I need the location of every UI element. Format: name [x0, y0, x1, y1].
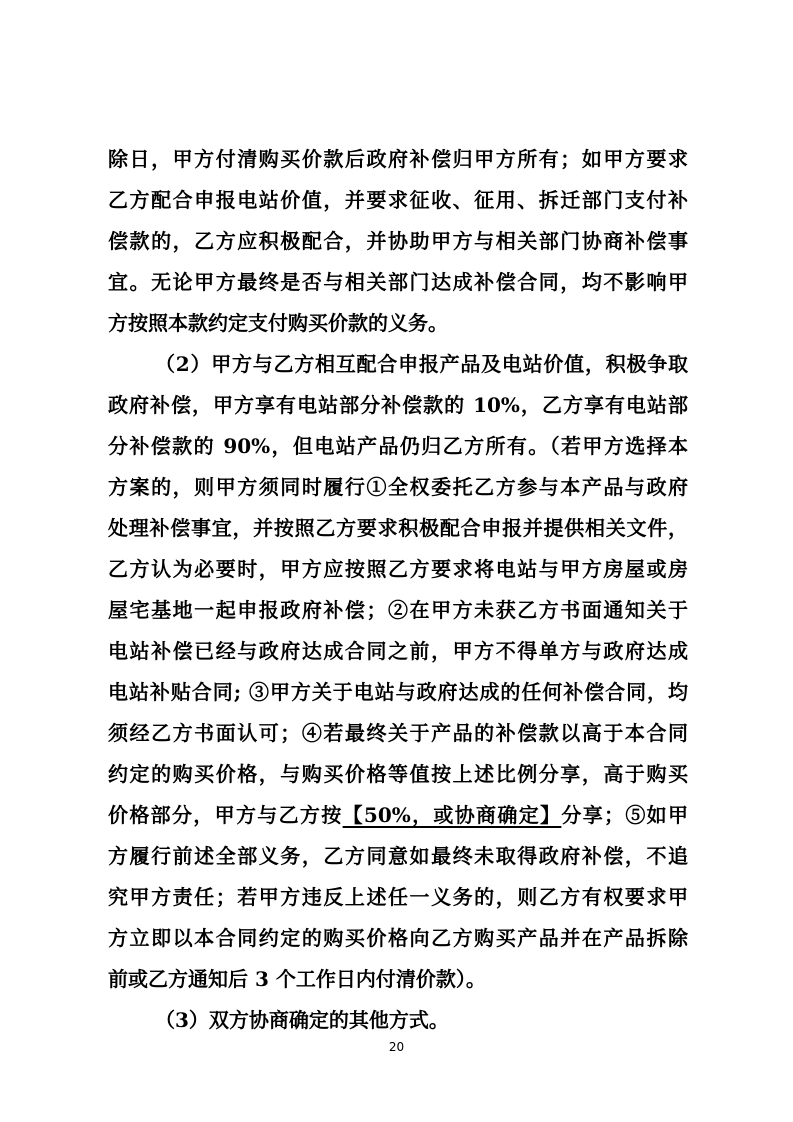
paragraph-line: 乙方配合申报电站价值，并要求征收、征用、拆迁部门支付补	[108, 188, 688, 212]
paragraph-line	[108, 798, 688, 832]
paragraph-line: 究甲方责任；若甲方违反上述任一义务的，则乙方有权要求甲	[108, 885, 688, 909]
line-text: 分享；⑤如甲	[561, 803, 689, 827]
paragraph-line: 宜。无论甲方最终是否与相关部门达成补偿合同，均不影响甲	[108, 270, 688, 294]
paragraph-line: 须经乙方书面认可；④若最终关于产品的补偿款以高于本合同	[108, 721, 688, 745]
paragraph-line: （2）甲方与乙方相互配合申报产品及电站价值，积极争取	[155, 352, 688, 376]
paragraph-line: 处理补偿事宜，并按照乙方要求积极配合申报并提供相关文件，	[108, 516, 688, 540]
paragraph-line: 除日，甲方付清购买价款后政府补偿归甲方所有；如甲方要求	[108, 147, 688, 171]
paragraph-line: 分补偿款的 90%，但电站产品仍归乙方所有。（若甲方选择本	[108, 434, 688, 458]
paragraph-line: 约定的购买价格，与购买价格等值按上述比例分享，高于购买	[108, 762, 688, 786]
paragraph-line: 乙方认为必要时，甲方应按照乙方要求将电站与甲方房屋或房	[108, 557, 688, 581]
line-text: 价格部分，甲方与乙方按	[108, 803, 343, 827]
page-number: 20	[388, 1040, 405, 1054]
paragraph-line: 方履行前述全部义务，乙方同意如最终未取得政府补偿，不追	[108, 844, 688, 868]
paragraph-line: 偿款的，乙方应积极配合，并协助甲方与相关部门协商补偿事	[108, 229, 688, 253]
paragraph-line: 方立即以本合同约定的购买价格向乙方购买产品并在产品拆除	[108, 926, 688, 950]
paragraph-line: 电站补贴合同; ③甲方关于电站与政府达成的任何补偿合同，均	[108, 680, 688, 704]
paragraph-line: 屋宅基地一起申报政府补偿；②在甲方未获乙方书面通知关于	[108, 598, 688, 622]
paragraph-line: 前或乙方通知后 3 个工作日内付清价款）。	[108, 967, 486, 991]
paragraph-line: （3）双方协商确定的其他方式。	[155, 1008, 449, 1032]
paragraph-line: 电站补偿已经与政府达成合同之前，甲方不得单方与政府达成	[108, 639, 688, 663]
underlined-share-term: 【50%，或协商确定】	[342, 803, 562, 827]
paragraph-line: 政府补偿，甲方享有电站部分补偿款的 10%，乙方享有电站部	[108, 393, 688, 417]
paragraph-line: 方案的，则甲方须同时履行①全权委托乙方参与本产品与政府	[108, 475, 688, 499]
paragraph-line: 方按照本款约定支付购买价款的义务。	[108, 311, 448, 335]
